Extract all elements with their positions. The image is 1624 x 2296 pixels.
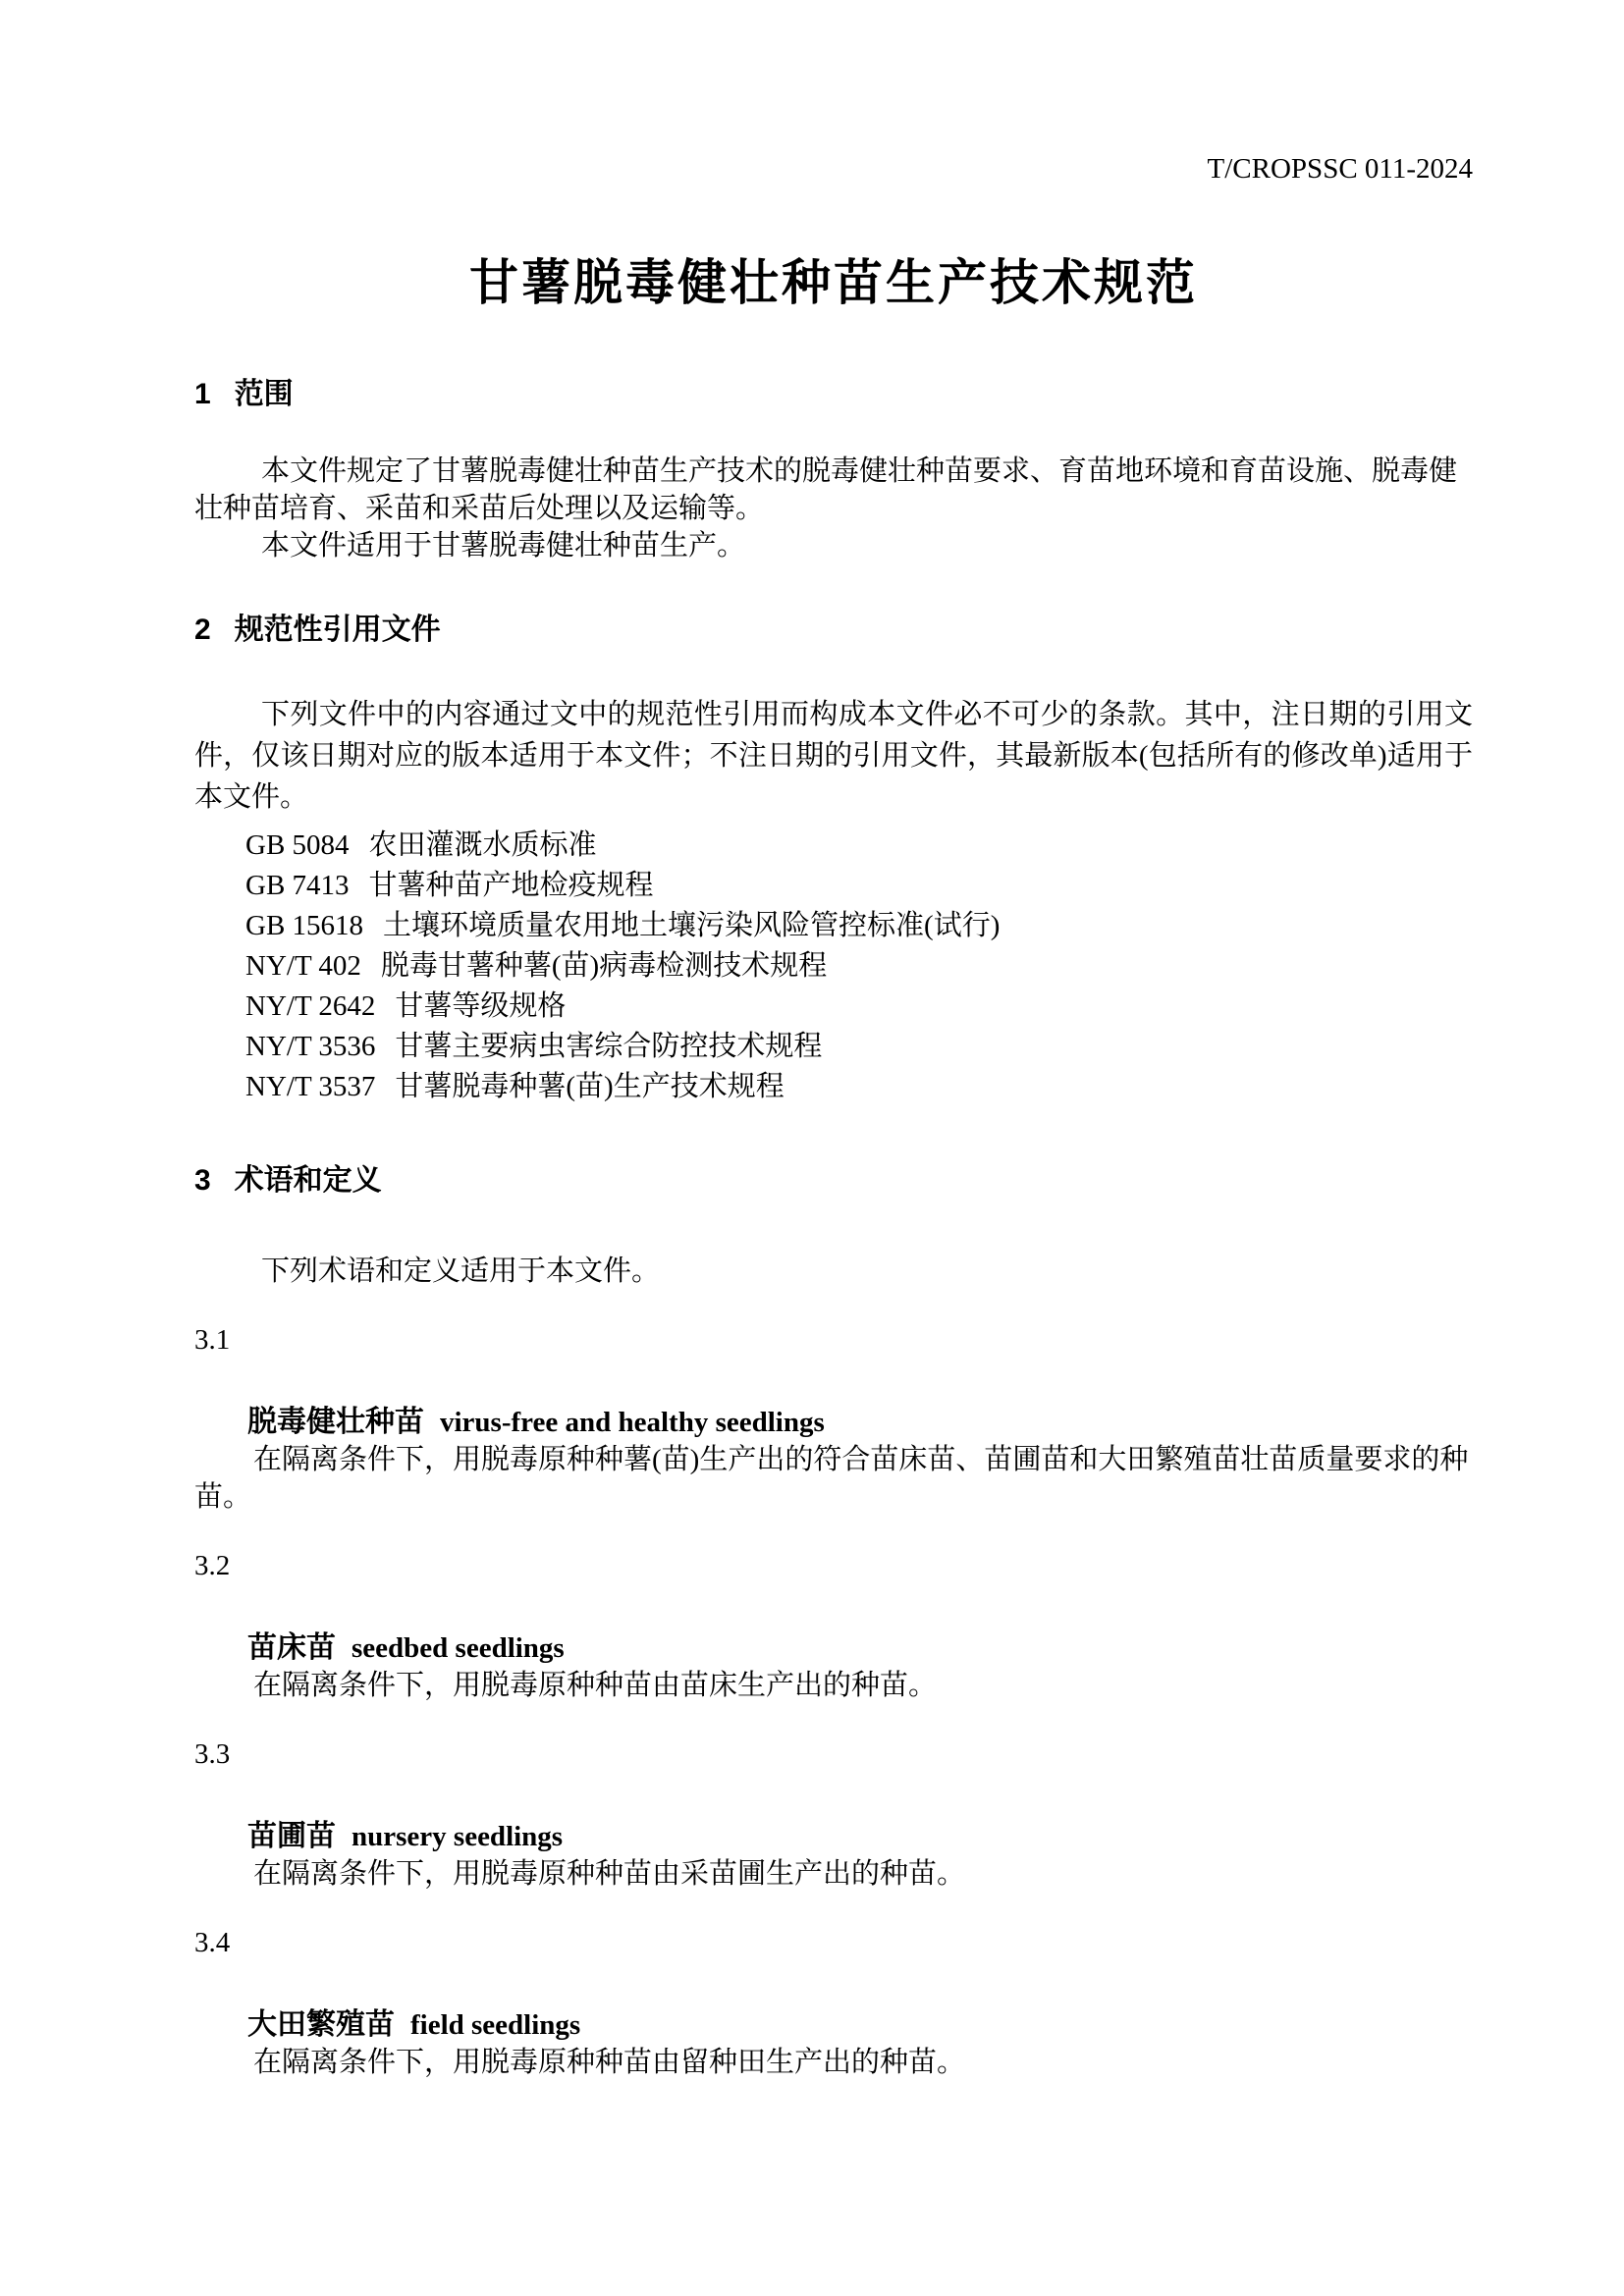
term-en-label: nursery seedlings <box>352 1821 564 1852</box>
section-3-number: 3 <box>194 1164 211 1197</box>
reference-title: 脱毒甘薯种薯(苗)病毒检测技术规程 <box>380 950 828 982</box>
reference-title: 甘薯脱毒种薯(苗)生产技术规程 <box>395 1071 785 1102</box>
term-heading <box>194 1629 1473 1667</box>
reference-item <box>194 987 1473 1027</box>
term-zh-label: 大田繁殖苗 <box>247 2008 395 2041</box>
reference-item <box>194 906 1473 946</box>
section-3-label: 术语和定义 <box>234 1164 382 1197</box>
reference-code: NY/T 402 <box>245 950 361 982</box>
term-heading <box>194 1818 1473 1855</box>
reference-title: 甘薯主要病虫害综合防控技术规程 <box>395 1031 823 1062</box>
scope-paragraph-1: 本文件规定了甘薯脱毒健壮种苗生产技术的脱毒健壮种苗要求、育苗地环境和育苗设施、脱毒健壮种苗培育、采苗和采苗后处理以及运输等。 <box>194 455 1458 524</box>
reference-item <box>194 1067 1473 1107</box>
term-definition: 在隔离条件下，用脱毒原种种苗由留种田生产出的种苗。 <box>253 2047 966 2078</box>
term-zh-label: 脱毒健壮种苗 <box>247 1406 424 1438</box>
term-number: 3.2 <box>194 1550 231 1581</box>
section-1-number: 1 <box>194 378 211 410</box>
term-number: 3.3 <box>194 1738 231 1770</box>
reference-code: NY/T 3537 <box>245 1071 376 1102</box>
term-definition: 在隔离条件下，用脱毒原种种苗由采苗圃生产出的种苗。 <box>253 1858 966 1890</box>
reference-item <box>194 1027 1473 1067</box>
reference-item <box>194 946 1473 987</box>
term-en-label: virus-free and healthy seedlings <box>440 1407 825 1438</box>
term-definition: 在隔离条件下，用脱毒原种种苗由苗床生产出的种苗。 <box>253 1670 938 1701</box>
reference-title: 农田灌溉水质标准 <box>368 829 597 861</box>
reference-title: 土壤环境质量农用地土壤污染风险管控标准(试行) <box>383 910 1001 941</box>
scope-paragraph-2: 本文件适用于甘薯脱毒健壮种苗生产。 <box>261 530 746 561</box>
reference-item <box>194 826 1473 866</box>
reference-code: GB 5084 <box>245 829 350 861</box>
term-en-label: seedbed seedlings <box>352 1632 565 1664</box>
reference-title: 甘薯等级规格 <box>395 990 567 1022</box>
term-en-label: field seedlings <box>410 2009 581 2041</box>
doc-title: 甘薯脱毒健壮种苗生产技术规范 <box>469 255 1198 310</box>
terms-intro: 下列术语和定义适用于本文件。 <box>261 1255 661 1287</box>
section-2-number: 2 <box>194 614 211 646</box>
term-zh-label: 苗床苗 <box>247 1631 336 1664</box>
term-heading <box>194 1404 1473 1441</box>
term-number: 3.1 <box>194 1324 231 1356</box>
reference-code: NY/T 2642 <box>245 990 376 1022</box>
doc-number: T/CROPSSC 011-2024 <box>1207 153 1473 185</box>
reference-code: GB 15618 <box>245 910 364 941</box>
term-zh-label: 苗圃苗 <box>247 1820 336 1852</box>
reference-code: GB 7413 <box>245 870 350 901</box>
reference-title: 甘薯种苗产地检疫规程 <box>368 870 654 901</box>
section-2-label: 规范性引用文件 <box>234 614 441 646</box>
references-intro: 下列文件中的内容通过文中的规范性引用而构成本文件必不可少的条款。其中，注日期的引用文件，仅该日期对应的版本适用于本文件；不注日期的引用文件，其最新版本(包括所有的修改单)适用于本文件。 <box>194 699 1473 813</box>
term-heading <box>194 2006 1473 2044</box>
reference-item <box>194 866 1473 906</box>
section-2-heading <box>194 614 1473 647</box>
section-1-heading <box>194 378 1473 411</box>
term-number: 3.4 <box>194 1927 231 1958</box>
reference-code: NY/T 3536 <box>245 1031 376 1062</box>
section-3-heading <box>194 1164 1473 1198</box>
references-list <box>194 826 1473 1107</box>
term-definition: 在隔离条件下，用脱毒原种种薯(苗)生产出的符合苗床苗、苗圃苗和大田繁殖苗壮苗质量要求的种苗。 <box>194 1444 1469 1513</box>
section-1-label: 范围 <box>234 378 294 410</box>
